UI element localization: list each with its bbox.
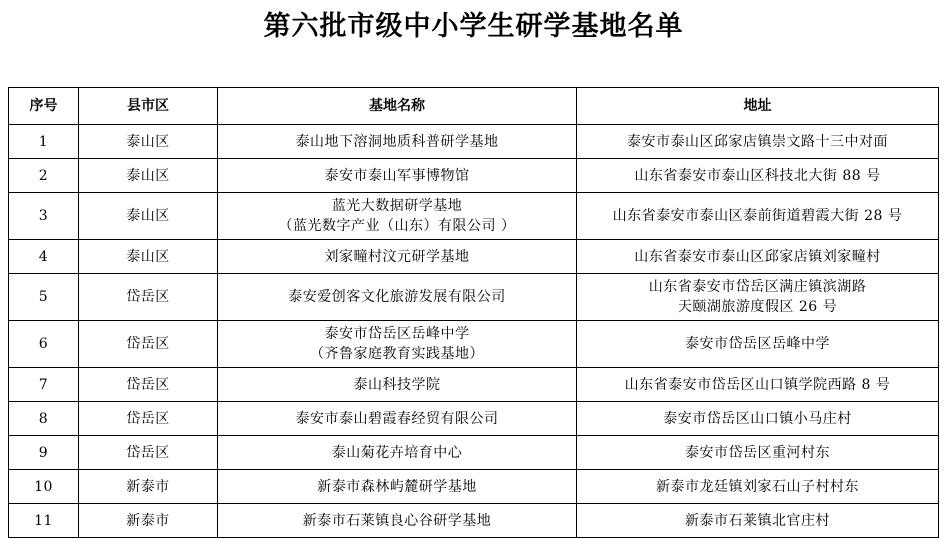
cell-seq (9, 193, 79, 240)
cell-seq-text: 4 (38, 248, 49, 265)
cell-base-name (218, 402, 577, 436)
cell-address (577, 470, 939, 504)
cell-base-name (218, 321, 577, 368)
cell-base-name-text: 泰山科技学院 (353, 376, 441, 393)
cell-address (577, 402, 939, 436)
cell-county (79, 321, 218, 368)
header-row (9, 88, 939, 125)
table-row (9, 504, 939, 538)
cell-address-text: 泰安市岱岳区重河村东 (685, 444, 830, 461)
cell-county (79, 125, 218, 159)
cell-address (577, 125, 939, 159)
cell-seq (9, 240, 79, 274)
table-row (9, 274, 939, 321)
cell-seq-text: 10 (34, 478, 53, 495)
cell-seq-text: 11 (34, 512, 53, 529)
table-row (9, 125, 939, 159)
cell-base-name (218, 125, 577, 159)
cell-county-text: 新泰市 (126, 478, 170, 495)
cell-address-text: 天颐湖旅游度假区 26 号 (677, 299, 838, 315)
cell-county-text: 岱岳区 (126, 444, 170, 461)
cell-address (577, 321, 939, 368)
table-row (9, 368, 939, 402)
table-row (9, 436, 939, 470)
cell-address-text: 山东省泰安市岱岳区山口镇学院西路 8 号 (624, 376, 891, 393)
cell-address (577, 240, 939, 274)
cell-county (79, 193, 218, 240)
cell-county-text: 岱岳区 (126, 336, 170, 352)
header-name: 基地名称 (218, 88, 577, 125)
table-row (9, 470, 939, 504)
cell-address (577, 159, 939, 193)
cell-base-name (218, 368, 577, 402)
cell-county (79, 159, 218, 193)
cell-seq-text: 2 (38, 167, 49, 184)
cell-base-name-text: 泰安爱创客文化旅游发展有限公司 (288, 289, 506, 305)
cell-base-name (218, 240, 577, 274)
cell-address-text: 泰安市岱岳区岳峰中学 (685, 336, 830, 352)
table-row (9, 321, 939, 368)
table-row (9, 159, 939, 193)
cell-county (79, 240, 218, 274)
cell-county-text: 泰山区 (126, 167, 170, 184)
cell-base-name-text: 新泰市石莱镇良心谷研学基地 (302, 512, 492, 529)
cell-base-name-text: 泰山菊花卉培育中心 (331, 444, 463, 461)
cell-seq (9, 402, 79, 436)
cell-address (577, 274, 939, 321)
cell-seq (9, 159, 79, 193)
cell-seq-text: 9 (38, 444, 49, 461)
cell-seq (9, 436, 79, 470)
cell-address-text: 新泰市石莱镇北官庄村 (685, 512, 830, 529)
cell-seq (9, 368, 79, 402)
cell-address-text: 山东省泰安市岱岳区满庄镇滨湖路 (648, 279, 867, 295)
cell-base-name (218, 274, 577, 321)
table-row (9, 193, 939, 240)
cell-county-text: 泰山区 (126, 248, 170, 265)
cell-address (577, 193, 939, 240)
cell-seq-text: 6 (38, 336, 49, 352)
cell-seq (9, 470, 79, 504)
header-county: 县市区 (79, 88, 218, 125)
cell-base-name-text: 泰安市泰山军事博物馆 (324, 167, 470, 184)
cell-address-text: 山东省泰安市泰山区科技北大街 88 号 (634, 167, 881, 184)
cell-county-text: 岱岳区 (126, 410, 170, 427)
cell-address (577, 436, 939, 470)
header-seq: 序号 (9, 88, 79, 125)
cell-base-name-text: （蓝光数字产业（山东）有限公司 ） (278, 218, 516, 234)
cell-base-name (218, 159, 577, 193)
cell-seq (9, 274, 79, 321)
cell-seq (9, 504, 79, 538)
cell-base-name-text: 泰山地下溶洞地质科普研学基地 (295, 133, 499, 150)
header-address: 地址 (577, 88, 939, 125)
cell-county (79, 402, 218, 436)
cell-county-text: 岱岳区 (126, 289, 170, 305)
cell-seq (9, 125, 79, 159)
table-row (9, 240, 939, 274)
cell-county (79, 470, 218, 504)
cell-address-text: 泰安市泰山区邱家店镇崇文路十三中对面 (627, 133, 888, 150)
table-row (9, 402, 939, 436)
cell-seq-text: 8 (38, 410, 49, 427)
cell-base-name (218, 470, 577, 504)
cell-county (79, 274, 218, 321)
cell-base-name (218, 193, 577, 240)
cell-address-text: 山东省泰安市泰山区泰前街道碧霞大街 28 号 (612, 208, 903, 224)
cell-address-text: 山东省泰安市泰山区邱家店镇刘家疃村 (634, 248, 881, 265)
cell-base-name-text: （齐鲁家庭教育实践基地） (310, 346, 484, 362)
cell-address (577, 368, 939, 402)
cell-base-name-text: 泰安市岱岳区岳峰中学 (324, 326, 470, 342)
cell-address-text: 泰安市岱岳区山口镇小马庄村 (663, 410, 852, 427)
cell-county (79, 504, 218, 538)
cell-county-text: 新泰市 (126, 512, 170, 529)
cell-county-text: 泰山区 (126, 133, 170, 150)
cell-county (79, 368, 218, 402)
cell-address-text: 新泰市龙廷镇刘家石山子村村东 (656, 478, 859, 495)
cell-base-name-text: 新泰市森林屿麓研学基地 (317, 478, 477, 495)
cell-base-name-text: 泰安市泰山碧霞春经贸有限公司 (295, 410, 499, 427)
base-list-table (8, 87, 939, 538)
cell-base-name-text: 刘家疃村汶元研学基地 (324, 248, 470, 265)
cell-seq-text: 1 (38, 133, 49, 150)
cell-base-name-text: 蓝光大数据研学基地 (331, 198, 463, 214)
cell-seq-text: 7 (38, 376, 49, 393)
cell-county (79, 436, 218, 470)
page-title: 第六批市级中小学生研学基地名单 (263, 11, 684, 42)
cell-seq (9, 321, 79, 368)
cell-county-text: 岱岳区 (126, 376, 170, 393)
cell-seq-text: 3 (38, 208, 49, 224)
cell-address (577, 504, 939, 538)
cell-seq-text: 5 (38, 289, 49, 305)
cell-county-text: 泰山区 (126, 208, 170, 224)
cell-base-name (218, 504, 577, 538)
cell-base-name (218, 436, 577, 470)
